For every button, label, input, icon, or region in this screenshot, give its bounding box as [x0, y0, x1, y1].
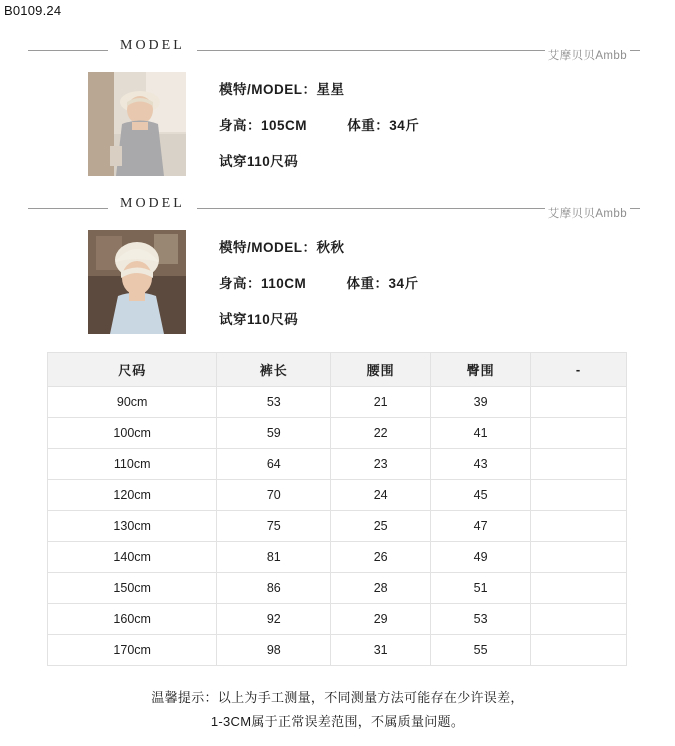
model-weight	[347, 114, 419, 134]
cell-waist: 25	[331, 511, 431, 542]
model-name-label: 模特/MODEL：	[219, 82, 317, 97]
note-line-1: 温馨提示：以上为手工测量，不同测量方法可能存在少许误差，	[151, 690, 524, 705]
cell-pant-length: 64	[217, 449, 331, 480]
table-row	[48, 449, 627, 480]
model-name-line	[219, 78, 619, 98]
cell-extra	[531, 635, 627, 666]
cell-pant-length: 75	[217, 511, 331, 542]
cell-hip: 43	[431, 449, 531, 480]
cell-size: 170cm	[48, 635, 217, 666]
model-body-1	[0, 72, 675, 182]
table-row	[48, 511, 627, 542]
model-body-2	[0, 230, 675, 340]
measurement-note	[0, 686, 675, 734]
model-name-label: 模特/MODEL：	[219, 240, 317, 255]
cell-waist: 28	[331, 573, 431, 604]
cell-extra	[531, 511, 627, 542]
cell-extra	[531, 418, 627, 449]
model-section-label: MODEL	[108, 38, 197, 54]
model-info-1	[219, 78, 619, 186]
model-photo	[88, 72, 186, 176]
model-block-1	[0, 38, 675, 182]
model-tryon-value: 试穿110尺码	[219, 312, 299, 327]
table-row	[48, 387, 627, 418]
model-header-1	[0, 38, 675, 64]
model-info-2	[219, 236, 619, 344]
header-hip: 臀围	[431, 353, 531, 387]
model-weight-label: 体重：	[347, 118, 390, 133]
model-block-2	[0, 196, 675, 340]
cell-size: 90cm	[48, 387, 217, 418]
model-weight-label: 体重：	[346, 276, 389, 291]
model-photo	[88, 230, 186, 334]
cell-pant-length: 70	[217, 480, 331, 511]
model-photo-image	[88, 72, 186, 176]
model-height-value: 105CM	[261, 118, 308, 133]
table-row	[48, 573, 627, 604]
cell-size: 100cm	[48, 418, 217, 449]
cell-pant-length: 98	[217, 635, 331, 666]
cell-hip: 41	[431, 418, 531, 449]
header-extra: -	[531, 353, 627, 387]
model-tryon-line	[219, 150, 619, 170]
size-chart-head	[48, 353, 627, 387]
model-height-label: 身高：	[219, 118, 261, 133]
cell-waist: 24	[331, 480, 431, 511]
cell-extra	[531, 573, 627, 604]
model-name-value: 星星	[316, 82, 345, 97]
model-photo-image	[88, 230, 186, 334]
model-name-line	[219, 236, 619, 256]
cell-pant-length: 59	[217, 418, 331, 449]
model-name-value: 秋秋	[316, 240, 345, 255]
cell-waist: 29	[331, 604, 431, 635]
cell-waist: 26	[331, 542, 431, 573]
table-header-row	[48, 353, 627, 387]
cell-size: 140cm	[48, 542, 217, 573]
model-weight	[347, 272, 419, 292]
model-weight-value: 34斤	[388, 276, 419, 291]
cell-pant-length: 81	[217, 542, 331, 573]
table-row	[48, 635, 627, 666]
cell-hip: 53	[431, 604, 531, 635]
header-waist: 腰围	[331, 353, 431, 387]
cell-hip: 39	[431, 387, 531, 418]
model-height	[219, 272, 306, 292]
table-row	[48, 604, 627, 635]
cell-size: 150cm	[48, 573, 217, 604]
brand-watermark: 艾摩贝贝Ambb	[545, 47, 630, 63]
table-row	[48, 542, 627, 573]
brand-watermark: 艾摩贝贝Ambb	[545, 205, 630, 221]
model-height-value: 110CM	[261, 276, 307, 291]
cell-waist: 22	[331, 418, 431, 449]
cell-pant-length: 86	[217, 573, 331, 604]
model-header-2	[0, 196, 675, 222]
table-row	[48, 418, 627, 449]
cell-hip: 51	[431, 573, 531, 604]
cell-size: 110cm	[48, 449, 217, 480]
cell-hip: 45	[431, 480, 531, 511]
model-measure-line	[219, 114, 619, 134]
cell-pant-length: 53	[217, 387, 331, 418]
sku-code: B0109.24	[0, 0, 67, 22]
model-measure-line	[219, 272, 619, 292]
cell-size: 120cm	[48, 480, 217, 511]
header-pant-length: 裤长	[217, 353, 331, 387]
model-tryon-line	[219, 308, 619, 328]
cell-waist: 31	[331, 635, 431, 666]
cell-extra	[531, 480, 627, 511]
cell-extra	[531, 449, 627, 480]
note-line-2: 1-3CM属于正常误差范围，不属质量问题。	[210, 714, 465, 729]
cell-hip: 55	[431, 635, 531, 666]
cell-extra	[531, 387, 627, 418]
header-size: 尺码	[48, 353, 217, 387]
cell-size: 160cm	[48, 604, 217, 635]
cell-pant-length: 92	[217, 604, 331, 635]
model-section-label: MODEL	[108, 196, 197, 212]
cell-extra	[531, 542, 627, 573]
cell-waist: 21	[331, 387, 431, 418]
cell-size: 130cm	[48, 511, 217, 542]
size-chart-body	[48, 387, 627, 666]
cell-hip: 49	[431, 542, 531, 573]
size-chart-table	[47, 352, 627, 666]
model-height	[219, 114, 307, 134]
model-weight-value: 34斤	[389, 118, 420, 133]
table-row	[48, 480, 627, 511]
model-height-label: 身高：	[219, 276, 261, 291]
cell-extra	[531, 604, 627, 635]
cell-hip: 47	[431, 511, 531, 542]
cell-waist: 23	[331, 449, 431, 480]
model-tryon-value: 试穿110尺码	[219, 154, 299, 169]
